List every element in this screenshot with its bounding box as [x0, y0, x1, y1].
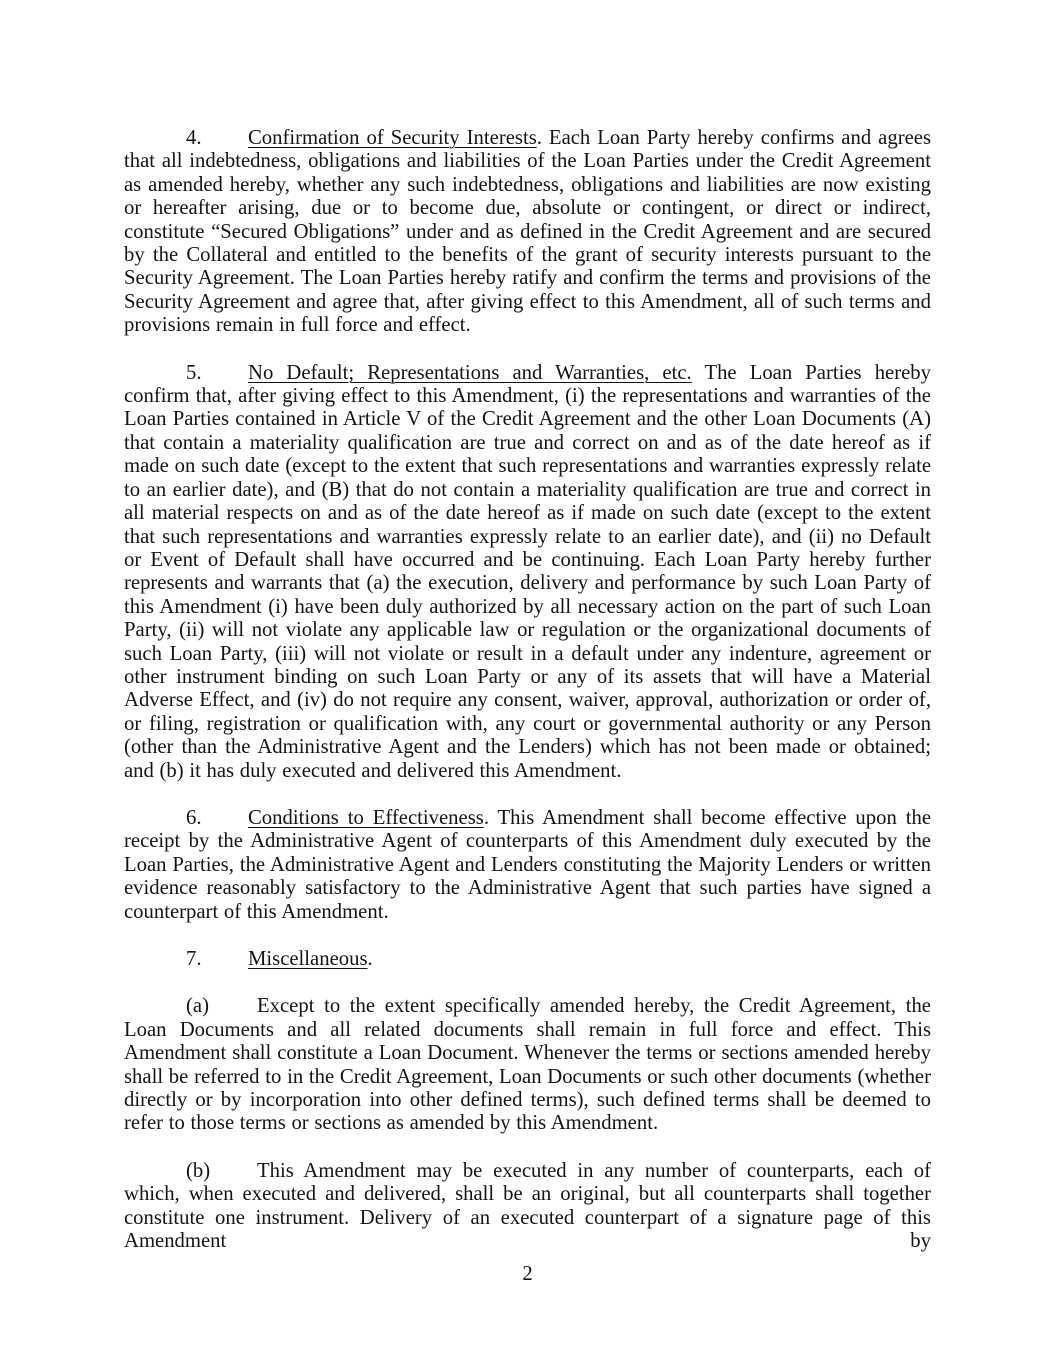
paragraph-letter: (a): [186, 995, 209, 1018]
paragraph-text: This Amendment may be executed in any number of counterparts, each of which, when executed and delivered, shall be an original, but all counterparts shall together constitute one instrument. Delivery of an executed counterpart of a signature page of this Amendment by: [124, 1159, 931, 1253]
paragraph-text: .: [367, 948, 373, 970]
paragraph-letter: (b): [186, 1159, 211, 1182]
paragraph-6-conditions-to-effectiveness: [124, 807, 931, 924]
section-heading: Conditions to Effectiveness: [248, 806, 484, 829]
paragraph-number: 6.: [186, 806, 202, 829]
paragraph-number: 7.: [186, 948, 202, 970]
paragraph-7-miscellaneous: [124, 948, 931, 971]
paragraph-number: 5.: [186, 361, 202, 384]
paragraph-text: . Each Loan Party hereby confirms and agrees that all indebtedness, obligations and liabilities of the Loan Parties under the Credit Agreement as amended hereby, whether any such indebtedness, obligations and liabilities are now existing or hereafter arising, due or to become due, absolute or contingent, or direct or indirect, constitute “Secured Obligations” under and as defined in the Credit Agreement and are secured by the Collateral and entitled to the benefits of the grant of security interests pursuant to the Security Agreement. The Loan Parties hereby ratify and confirm the terms and provisions of the Security Agreement and agree that, after giving effect to this Amendment, all of such terms and provisions remain in full force and effect.: [124, 127, 931, 337]
paragraph-text: Except to the extent specifically amended hereby, the Credit Agreement, the Loan Documents and all related documents shall remain in full force and effect. This Amendment shall constitute a Loan Document. Whenever the terms or sections amended hereby shall be referred to in the Credit Agreement, Loan Documents or such other documents (whether directly or by incorporation into other defined terms), such defined terms shall be deemed to refer to those terms or sections as amended by this Amendment.: [124, 995, 931, 1135]
document-body: [124, 127, 931, 1277]
paragraph-4-confirmation-of-security-interests: [124, 127, 931, 338]
paragraph-text: The Loan Parties hereby confirm that, after giving effect to this Amendment, (i) the representations and warranties of the Loan Parties contained in Article V of the Credit Agreement and the other Loan Documents (A) that contain a materiality qualification are true and correct on and as of the date hereof as if made on such date (except to the extent that such representations and warranties expressly relate to an earlier date), and (B) that do not contain a materiality qualification are true and correct in all material respects on and as of the date hereof as if made on such date (except to the extent that such representations and warranties expressly relate to an earlier date), and (ii) no Default or Event of Default shall have occurred and be continuing. Each Loan Party hereby further represents and warrants that (a) the execution, delivery and performance by such Loan Party of this Amendment (i) have been duly authorized by all necessary action on the part of such Loan Party, (ii) will not violate any applicable law or regulation or the organizational documents of such Loan Party, (iii) will not violate or result in a default under any indenture, agreement or other instrument binding on such Loan Party or any of its assets that will have a Material Adverse Effect, and (iv) do not require any consent, waiver, approval, authorization or order of, or filing, registration or qualification with, any court or governmental authority or any Person (other than the Administrative Agent and the Lenders) which has not been made or obtained; and (b) it has duly executed and delivered this Amendment.: [124, 361, 931, 782]
paragraph-5-no-default-reps-warranties: [124, 362, 931, 783]
section-heading: Confirmation of Security Interests: [248, 127, 537, 149]
paragraph-text: . This Amendment shall become effective upon the receipt by the Administrative Agent of counterparts of this Amendment duly executed by the Loan Parties, the Administrative Agent and Lenders constituting the Majority Lenders or written evidence reasonably satisfactory to the Administrative Agent that such parties have signed a counterpart of this Amendment.: [124, 806, 931, 923]
paragraph-7b: [124, 1160, 931, 1254]
page-number: 2: [522, 1263, 533, 1285]
paragraph-7a: [124, 995, 931, 1135]
section-heading: No Default; Representations and Warranties, etc.: [248, 361, 692, 384]
paragraph-number: 4.: [186, 127, 202, 149]
section-heading: Miscellaneous: [248, 948, 368, 970]
